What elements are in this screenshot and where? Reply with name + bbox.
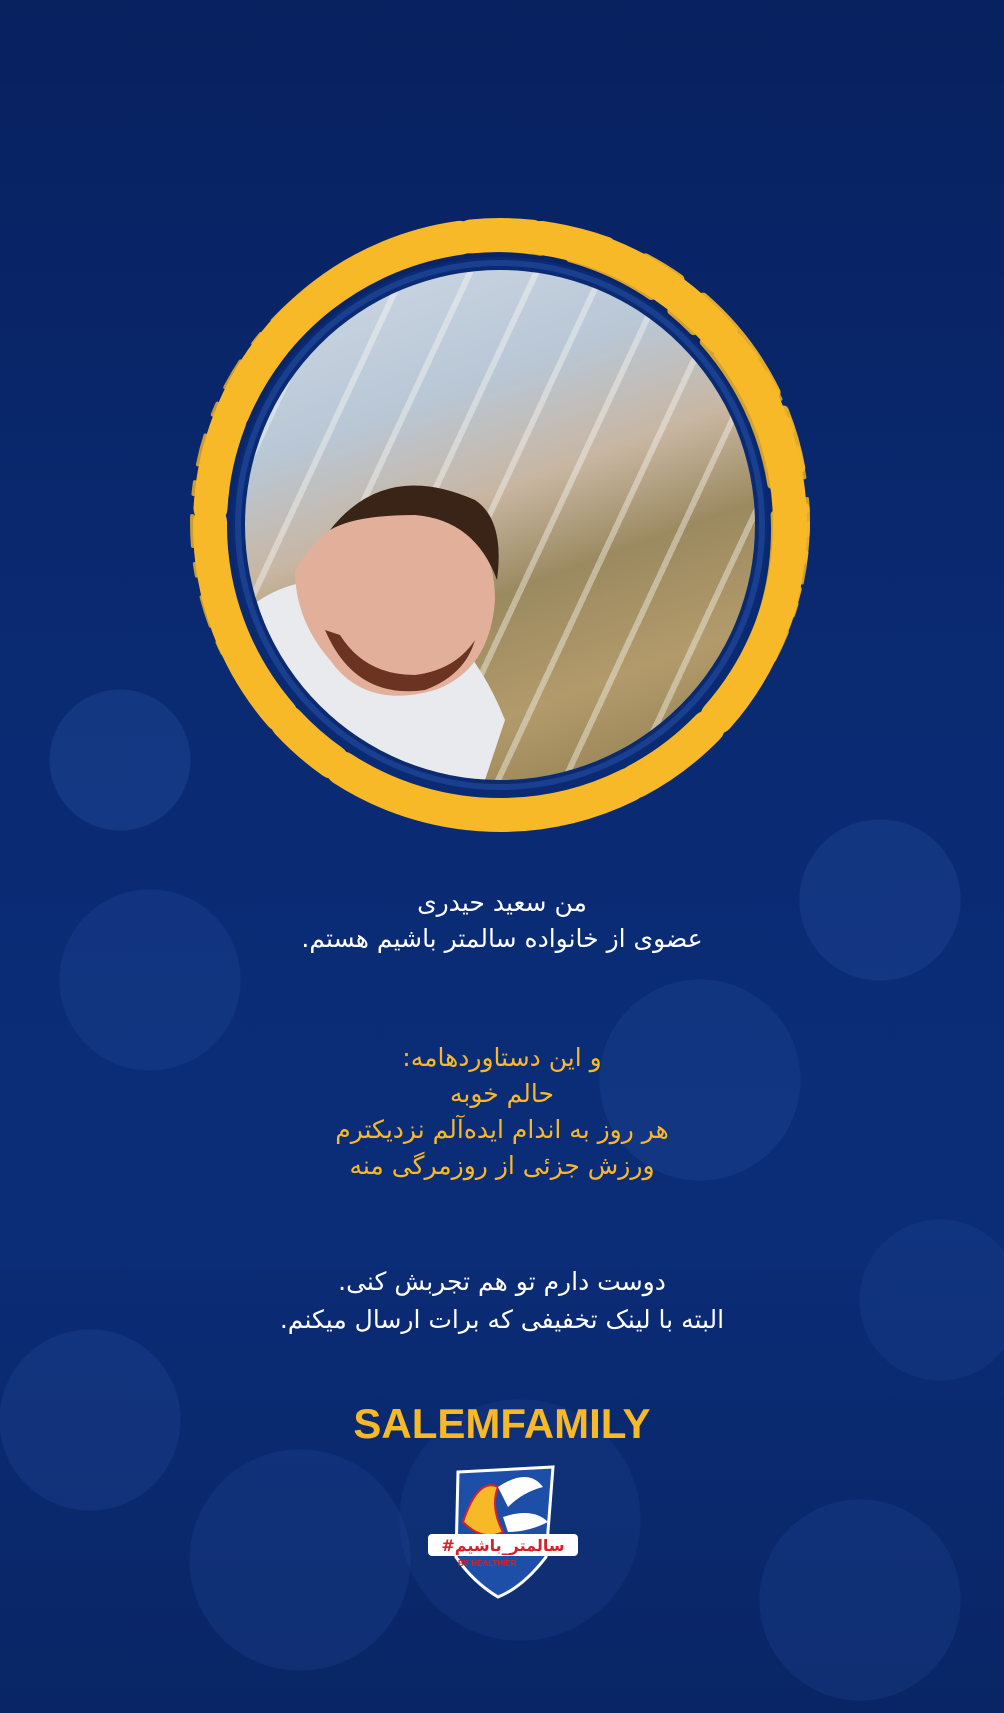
person-figure: [245, 420, 525, 780]
invite-line: البته با لینک تخفیفی که برات ارسال میکنم.: [279, 1305, 725, 1334]
eagle-shield-logo-icon: [428, 1462, 578, 1602]
achievements-line: هر روز به اندام ایده‌آلم نزدیکترم: [335, 1115, 669, 1144]
achievements-text: [0, 1040, 1004, 1184]
achievements-line: ورزش جزئی از روزمرگی منه: [349, 1151, 655, 1180]
invite-line: دوست دارم تو هم تجربش کنی.: [338, 1267, 666, 1296]
achievements-line: حالم خوبه: [449, 1079, 554, 1108]
intro-text: [0, 885, 1004, 957]
profile-photo-frame: [175, 205, 825, 835]
logo-subtext: BE HEALTHIER: [458, 1559, 517, 1568]
achievements-line: و این دستاوردهامه:: [402, 1043, 602, 1072]
profile-photo: [245, 270, 755, 780]
intro-line: من سعید حیدری: [417, 888, 587, 917]
intro-line: عضوی از خانواده سالمتر باشیم هستم.: [301, 924, 703, 953]
brand-title: SALEMFAMILY: [353, 1400, 651, 1447]
invite-text: [0, 1263, 1004, 1339]
logo-text: #سالمتر_باشیم: [441, 1536, 565, 1555]
